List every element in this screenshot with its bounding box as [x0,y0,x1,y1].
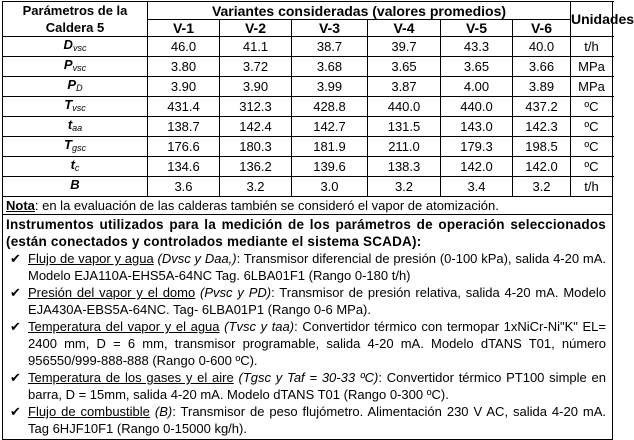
value-cell: 440.0 [441,97,513,117]
instrument-item [6,403,606,437]
check-icon: ✔ [10,370,21,385]
value-cell: 3.87 [368,77,441,97]
parameter-symbol: $t_{aa}$ [3,117,148,137]
value-cell: 176.6 [148,137,220,157]
instrument-vars: (Pvsc y PD) [200,285,272,300]
value-cell: 139.6 [292,157,368,177]
parameter-symbol: B [3,177,148,197]
unit-cell: t/h [571,37,613,57]
boiler-parameters-table [2,1,634,440]
check-icon: ✔ [10,319,21,334]
units-header: Unidades [571,2,613,37]
value-cell: 3.2 [220,177,292,197]
value-cell: 142.3 [513,117,571,137]
variant-header: V-3 [292,20,368,37]
value-cell: 3.90 [148,77,220,97]
parameter-symbol: $D_{vsc}$ [3,37,148,57]
table-row [3,57,613,77]
variant-header: V-5 [441,20,513,37]
value-cell: 3.89 [513,77,571,97]
value-cell: 134.6 [148,157,220,177]
value-cell: 138.7 [148,117,220,137]
value-cell: 142.4 [220,117,292,137]
value-cell: 3.4 [441,177,513,197]
value-cell: 46.0 [148,37,220,57]
value-cell: 3.65 [368,57,441,77]
instruments-list [6,250,606,437]
instrument-item [6,318,606,369]
note [3,197,613,215]
value-cell: 3.90 [220,77,292,97]
value-cell: 428.8 [292,97,368,117]
value-cell: 431.4 [148,97,220,117]
value-cell: 3.2 [368,177,441,197]
variant-header: V-1 [148,20,220,37]
value-cell: 142.7 [292,117,368,137]
table-row [3,97,613,117]
instrument-item [6,369,606,403]
value-cell: 3.0 [292,177,368,197]
value-cell: 3.65 [441,57,513,77]
instrument-item [6,284,606,318]
instrument-name: Temperatura de los gases y el aire [28,370,234,385]
value-cell: 3.68 [292,57,368,77]
instruments-section [3,215,613,440]
unit-cell: ºC [571,97,613,117]
instrument-name: Presión del vapor y el domo [28,285,196,300]
value-cell: 3.99 [292,77,368,97]
variant-header: V-4 [368,20,441,37]
parameter-symbol: $t_c$ [3,157,148,177]
value-cell: 3.66 [513,57,571,77]
note-text: : en la evaluación de las calderas también se consideró el vapor de atomización. [34,197,499,213]
note-label: Nota [6,197,35,213]
table-row [3,37,613,57]
parameter-symbol: $P_D$ [3,77,148,97]
value-cell: 3.6 [148,177,220,197]
value-cell: 4.00 [441,77,513,97]
instrument-name: Flujo de vapor y agua [28,251,154,266]
value-cell: 180.3 [220,137,292,157]
instrument-vars: (Tgsc y Taf = 30-33 ºC) [238,370,379,385]
value-cell: 440.0 [368,97,441,117]
parameter-symbol: $P_{vsc}$ [3,57,148,77]
unit-cell: ºC [571,117,613,137]
value-cell: 3.2 [513,177,571,197]
value-cell: 142.0 [513,157,571,177]
unit-cell: t/h [571,177,613,197]
value-cell: 3.72 [220,57,292,77]
instrument-name: Flujo de combustible [28,404,150,419]
value-cell: 181.9 [292,137,368,157]
value-cell: 41.1 [220,37,292,57]
value-cell: 211.0 [368,137,441,157]
instrument-desc: : Transmisor de presión relativa, salida 4-20 mA. Modelo EJA430A-EBS5A-64NC. Tag- 6LBA01P1 (Rango 0-6 MPa). [28,285,606,317]
instrument-desc: : Transmisor diferencial de presión (0-100 kPa), salida 4-20 mA. Modelo EJA110A-EHS5A-64NC Tag. 6LBA01F1 (Rango 0-180 t/h) [28,251,606,283]
unit-cell: ºC [571,157,613,177]
check-icon: ✔ [10,404,21,419]
instrument-vars: (Dvsc y Daa,) [157,251,237,266]
value-cell: 131.5 [368,117,441,137]
instrument-desc: : Convertidor térmico con termopar 1xNiCr-Ni"K" EL= 2400 mm, D = 6 mm, transmisor programable, salida 4-20 mA. Modelo dTANS T01, número 956550/999-888-888 (Rango 0-600 ºC). [28,319,606,368]
instrument-name: Temperatura del vapor y el agua [28,319,220,334]
value-cell: 198.5 [513,137,571,157]
parameter-symbol: $T_{gsc}$ [3,137,148,157]
unit-cell: MPa [571,57,613,77]
value-cell: 312.3 [220,97,292,117]
variant-header: V-2 [220,20,292,37]
value-cell: 3.80 [148,57,220,77]
value-cell: 40.0 [513,37,571,57]
variant-header: V-6 [513,20,571,37]
table-row [3,157,613,177]
parameter-symbol: $T_{vsc}$ [3,97,148,117]
check-icon: ✔ [10,251,21,266]
value-cell: 437.2 [513,97,571,117]
instrument-desc: : Transmisor de peso flujómetro. Alimentación 230 V AC, salida 4-20 mA. Tag 6HJF10F1 (Rango 0-15000 kg/h). [28,404,606,436]
param-header: Parámetros de la Caldera 5 [3,2,148,37]
check-icon: ✔ [10,285,21,300]
value-cell: 142.0 [441,157,513,177]
table-row [3,137,613,157]
instrument-desc: : Convertidor térmico PT100 simple en barra, D = 15mm, salida 4-20 mA. Modelo dTANS T01 (Rango 0-300 ºC). [28,370,606,402]
value-cell: 138.3 [368,157,441,177]
variants-header: Variantes consideradas (valores promedios) [148,2,571,20]
instrument-vars: (B) [154,404,173,419]
unit-cell: MPa [571,77,613,97]
instrument-vars: (Tvsc y taa) [224,319,295,334]
value-cell: 43.3 [441,37,513,57]
table-row [3,77,613,97]
value-cell: 143.0 [441,117,513,137]
value-cell: 136.2 [220,157,292,177]
table-row [3,117,613,137]
value-cell: 39.7 [368,37,441,57]
table-row [3,177,613,197]
instruments-title: Instrumentos utilizados para la medición de los parámetros de operación seleccionados (están conectados y controlados mediante el sistema SCADA): [6,217,606,249]
value-cell: 38.7 [292,37,368,57]
instrument-item [6,250,606,284]
value-cell: 179.3 [441,137,513,157]
unit-cell: ºC [571,137,613,157]
